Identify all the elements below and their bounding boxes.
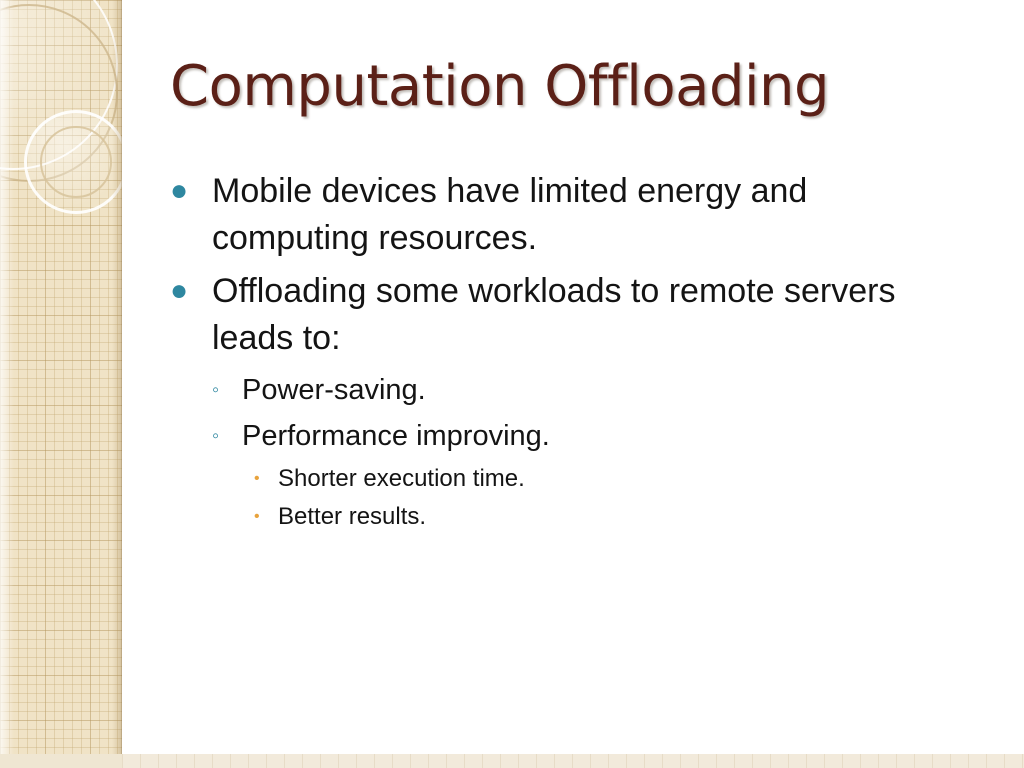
bullet-marker-icon: ◦	[212, 379, 220, 401]
bullet-text: Better results.	[278, 503, 427, 530]
bullet-text: Performance improving.	[242, 420, 550, 452]
slide-footer-strip	[0, 754, 1024, 768]
bullet-text: Power-saving.	[242, 374, 426, 406]
bullet-marker-icon: ●	[170, 274, 189, 307]
slide-footer-strip-inner	[122, 754, 1024, 768]
bullet-marker-icon: •	[254, 470, 260, 487]
decorative-sidebar	[0, 0, 122, 768]
sub-bullet-group	[170, 368, 970, 458]
bullet-text: Mobile devices have limited energy and computing resources.	[212, 172, 808, 257]
bullet-text: Shorter execution time.	[278, 465, 525, 492]
bullet-marker-icon: ●	[170, 174, 189, 207]
bullet-item	[212, 414, 970, 458]
slide-title: Computation Offloading	[170, 54, 830, 119]
bullet-marker-icon: ◦	[212, 425, 220, 447]
bullet-item	[254, 460, 970, 498]
bullet-item	[254, 498, 970, 536]
bullet-marker-icon: •	[254, 508, 260, 525]
sidebar-highlight	[0, 0, 14, 768]
bullet-item	[212, 368, 970, 412]
sidebar-drop-shadow	[121, 0, 122, 768]
bullet-item	[170, 168, 970, 262]
decorative-ring-small-icon	[40, 126, 112, 198]
bullet-item	[170, 268, 970, 362]
bullet-text: Offloading some workloads to remote servers leads to:	[212, 272, 896, 357]
sub-sub-bullet-group	[170, 460, 970, 536]
slide-body	[170, 168, 970, 536]
